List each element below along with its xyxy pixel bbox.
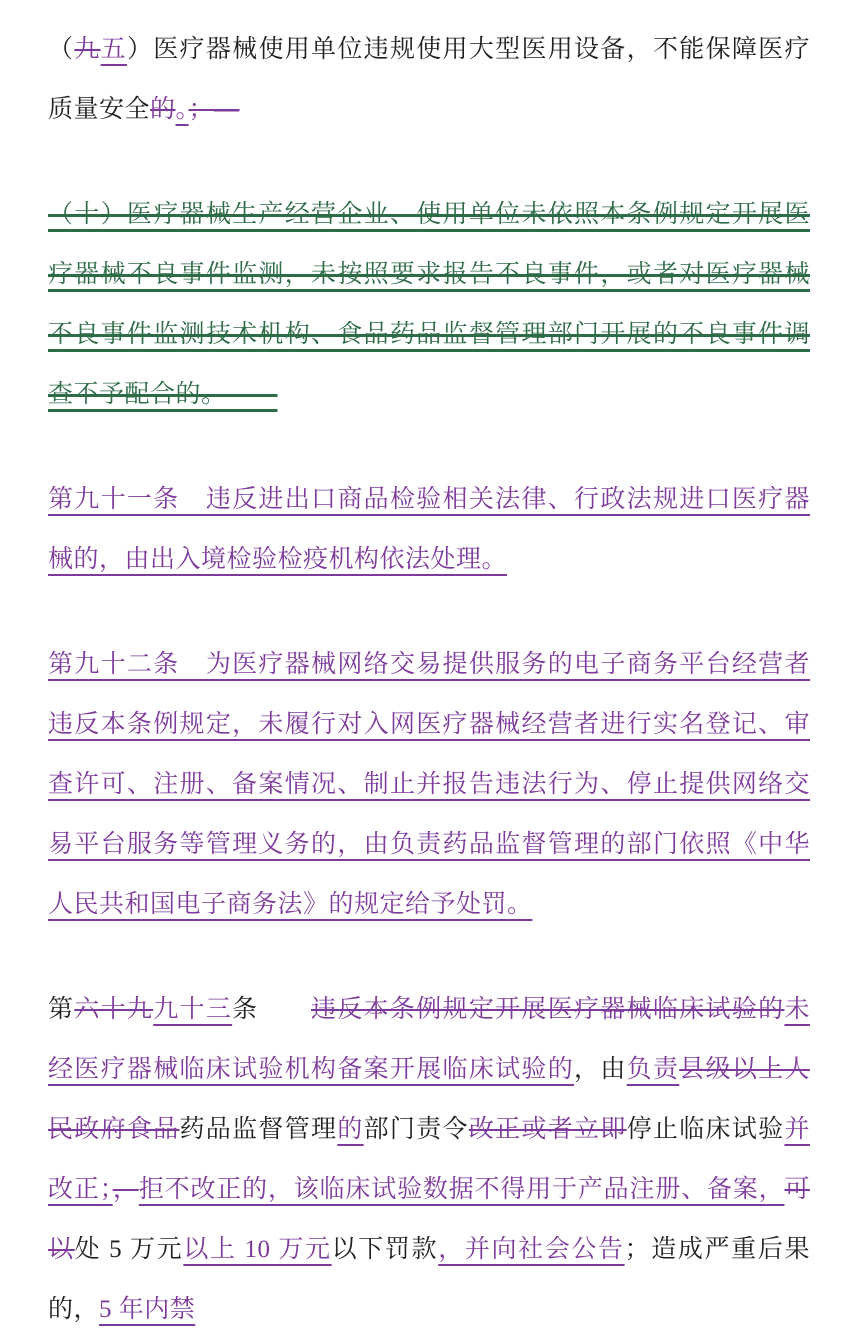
deleted-text-run: 违反本条例规定开展医疗器械临床试验的 bbox=[311, 996, 785, 1023]
inserted-text-run: 未经医疗器械临床试验机构备案开展临床试验的 bbox=[48, 996, 810, 1083]
text-run: 药品监督管理 bbox=[179, 1116, 338, 1143]
inserted-text-run: 第九十一条 违反进出口商品检验相关法律、行政法规进口医疗器械的，由出入境检验检疫机构依法处理。 bbox=[48, 486, 810, 573]
paragraph-3 bbox=[48, 470, 810, 590]
inserted-text-run: 5 年内禁 bbox=[99, 1296, 196, 1323]
text-run: 第 bbox=[48, 996, 75, 1023]
paragraph-5 bbox=[48, 980, 810, 1340]
deleted-text-run: 改正或者立即 bbox=[468, 1116, 627, 1143]
text-run: （ bbox=[48, 36, 75, 63]
deleted-text-run-green: （十）医疗器械生产经营企业、使用单位未依照本条例规定开展医疗器械不良事件监测，未按照要求报告不良事件，或者对医疗器械不良事件监测技术机构、食品药品监督管理部门开展的不良事件调查不予配合的。—— bbox=[48, 201, 810, 408]
text-run: 处 5 万元 bbox=[74, 1236, 184, 1263]
text-run: 停止临床试验 bbox=[626, 1116, 785, 1143]
inserted-text-run: 第九十二条 为医疗器械网络交易提供服务的电子商务平台经营者违反本条例规定，未履行对入网医疗器械经营者进行实名登记、审查许可、注册、备案情况、制止并报告违法行为、停止提供网络交易平台服务等管理义务的，由负责药品监督管理的部门依照《中华人民共和国电子商务法》的规定给予处罚。 bbox=[48, 651, 810, 918]
text-run: ；造成严重后果的， bbox=[48, 1236, 810, 1323]
inserted-text-run: 并改正； bbox=[48, 1116, 810, 1203]
text-run: ）医疗器械使用单位违规使用大型医用设备，不能保障医疗质量安全 bbox=[48, 36, 810, 123]
text-run: ，由 bbox=[574, 1056, 627, 1083]
deleted-text-run: 九 bbox=[74, 36, 101, 63]
text-run: 以下罚款 bbox=[331, 1236, 439, 1263]
paragraph-4 bbox=[48, 635, 810, 935]
inserted-text-run: 。 bbox=[175, 96, 189, 123]
inserted-text-run: ，并向社会公告 bbox=[438, 1236, 625, 1263]
paragraph-2 bbox=[48, 185, 810, 425]
deleted-text-run: 县级以上人民政府食品 bbox=[48, 1056, 810, 1143]
inserted-text-run: 以上 10 万元 bbox=[183, 1236, 332, 1263]
deleted-text-run: ， bbox=[112, 1176, 139, 1203]
inserted-text-run: 负责 bbox=[626, 1056, 680, 1083]
inserted-text-run: 九十三 bbox=[153, 996, 233, 1023]
paragraph-1 bbox=[48, 20, 810, 140]
inserted-text-run: 的 bbox=[337, 1116, 364, 1143]
text-run: 部门责令 bbox=[363, 1116, 469, 1143]
text-run: 条 bbox=[232, 996, 312, 1023]
deleted-text-run: ；— bbox=[188, 96, 240, 123]
deleted-text-run: 六十九 bbox=[74, 996, 154, 1023]
inserted-text-run: 拒不改正的，该临床试验数据不得用于产品注册、备案， bbox=[138, 1176, 785, 1203]
inserted-text-run: 五 bbox=[100, 36, 127, 63]
deleted-text-run: 可以 bbox=[48, 1176, 810, 1263]
deleted-text-run: 的 bbox=[150, 96, 176, 123]
